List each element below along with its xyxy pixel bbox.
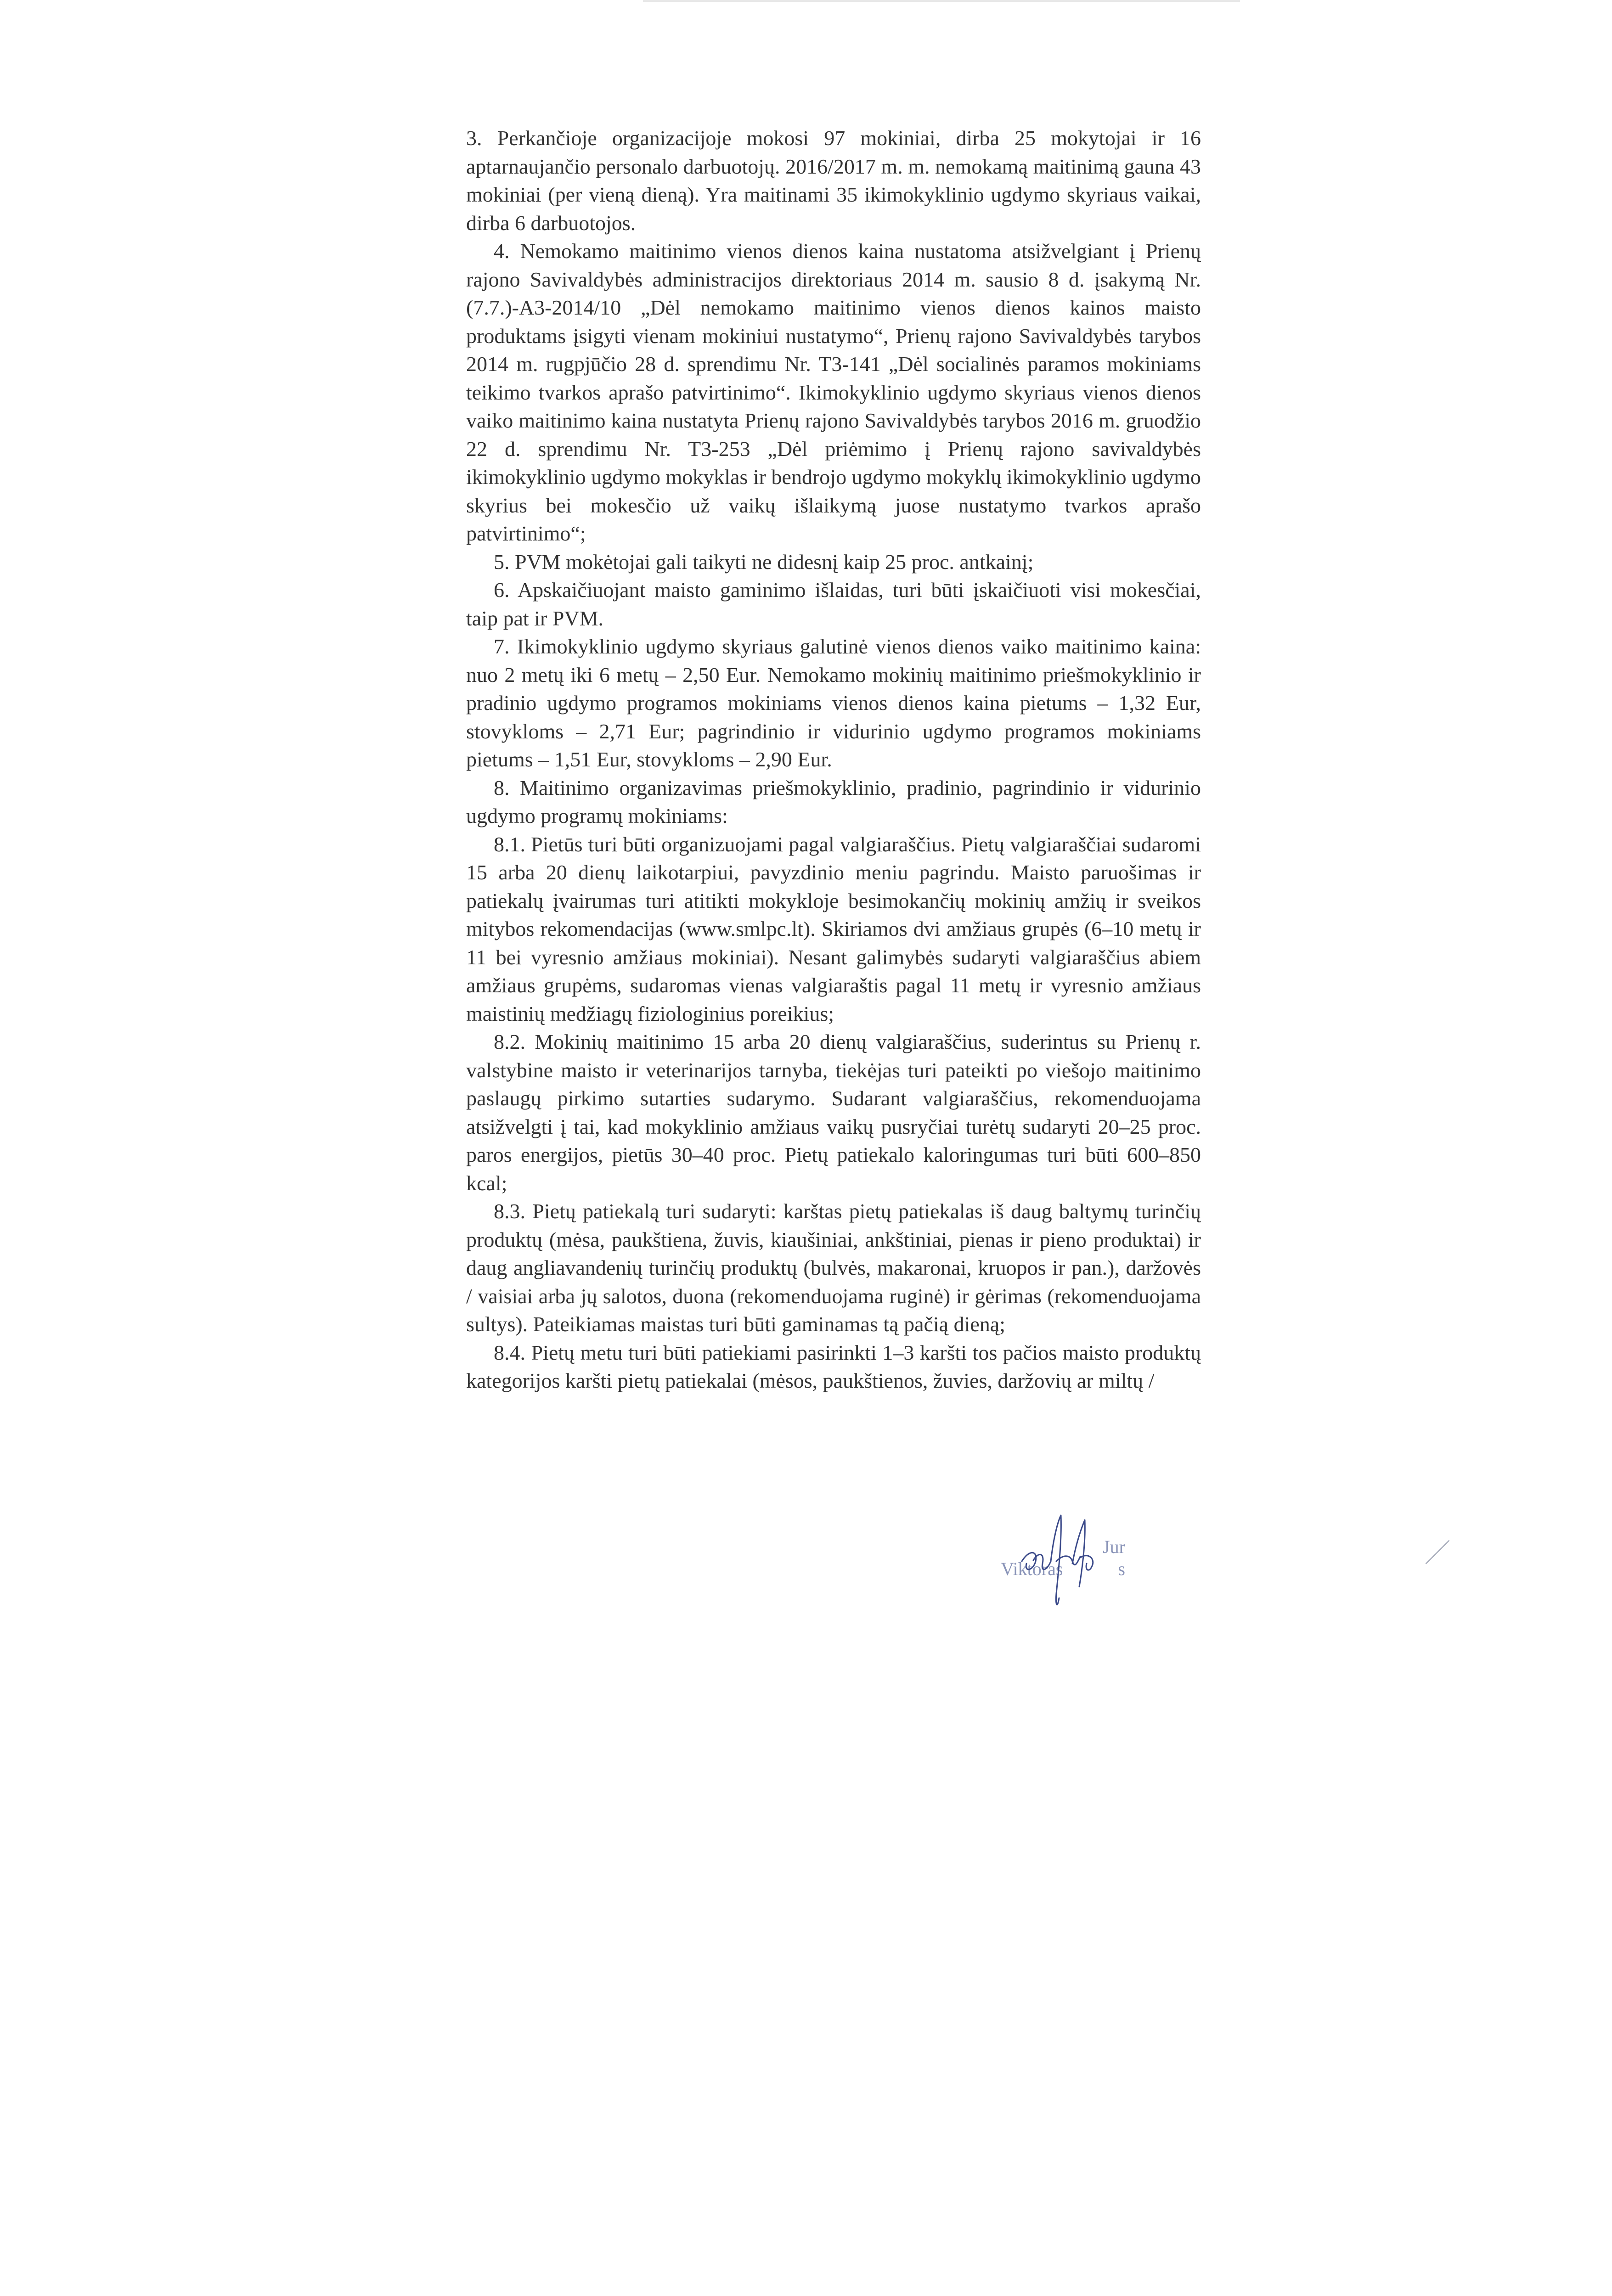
paragraph-4 <box>466 237 1201 548</box>
paragraph-text: 6. Apskaičiuojant maisto gaminimo išlaidas, turi būti įskaičiuoti visi mokesčiai, taip pat ir PVM. <box>466 578 1201 630</box>
paragraph-text: 8.4. Pietų metu turi būti patiekiami pasirinkti 1–3 karšti tos pačios maisto produktų kategorijos karšti pietų patiekalai (mėsos, paukštienos, žuvies, daržovių ar miltų / <box>466 1340 1201 1392</box>
paragraph-6 <box>466 576 1201 632</box>
paragraph-3 <box>466 124 1201 237</box>
document-body <box>466 124 1201 1395</box>
paragraph-text: 8.3. Pietų patiekalą turi sudaryti: karštas pietų patiekalas iš daug baltymų turinčių produktų (mėsa, paukštiena, žuvis, kiaušiniai, ankštiniai, pienas ir pieno produktai) ir daug angliavandenių turinčių produktų (bulvės, makaronai, kruopos ir pan.), daržovės / vaisiai arba jų salotos, duona (rekomenduojama ruginė) ir gėrimas (rekomenduojama sultys). Pateikiamas maistas turi būti gaminamas tą pačią dieną; <box>466 1199 1201 1336</box>
paragraph-text: 7. Ikimokyklinio ugdymo skyriaus galutinė vienos dienos vaiko maitinimo kaina: nuo 2 metų iki 6 metų – 2,50 Eur. Nemokamo mokinių maitinimo priešmokyklinio ir pradinio ugdymo programos mokiniams vienos dienos kaina pietums – 1,32 Eur, stovykloms – 2,71 Eur; pagrindinio ir vidurinio ugdymo programos mokiniams pietums – 1,51 Eur, stovykloms – 2,90 Eur. <box>466 635 1201 771</box>
paragraph-7 <box>466 632 1201 774</box>
pen-mark <box>1424 1538 1451 1566</box>
paragraph-5 <box>466 548 1201 576</box>
stamp-line-2-name: Viktoras <box>1001 1559 1063 1579</box>
paragraph-text: 4. Nemokamo maitinimo vienos dienos kaina nustatoma atsižvelgiant į Prienų rajono Savivaldybės administracijos direktoriaus 2014 m. sausio 8 d. įsakymą Nr.(7.7.)-A3-2014/10 „Dėl nemokamo maitinimo vienos dienos kainos maisto produktams įsigyti vienam mokiniui nustatymo“, Prienų rajono Savivaldybės tarybos 2014 m. rugpjūčio 28 d. sprendimu Nr. T3-141 „Dėl socialinės paramos mokiniams teikimo tvarkos aprašo patvirtinimo“. Ikimokyklinio ugdymo skyriaus vienos dienos vaiko maitinimo kaina nustatyta Prienų rajono Savivaldybės tarybos 2016 m. gruodžio 22 d. sprendimu Nr. T3-253 „Dėl priėmimo į Prienų rajono savivaldybės ikimokyklinio ugdymo mokyklas ir bendrojo ugdymo mokyklų ikimokyklinio ugdymo skyrius bei mokesčio už vaikų išlaikymą juose nustatymo tvarkos aprašo patvirtinimo“; <box>466 239 1201 545</box>
paragraph-8-2 <box>466 1028 1201 1197</box>
paragraph-8-3 <box>466 1197 1201 1339</box>
stamp-line-2-suffix: s <box>1118 1559 1125 1579</box>
paragraph-text: 3. Perkančioje organizacijoje mokosi 97 mokiniai, dirba 25 mokytojai ir 16 aptarnaujančio personalo darbuotojų. 2016/2017 m. m. nemokamą maitinimą gauna 43 mokiniai (per vieną dieną). Yra maitinami 35 ikimokyklinio ugdymo skyriaus vaikai, dirba 6 darbuotojos. <box>466 126 1201 235</box>
handwritten-signature <box>978 1506 1162 1621</box>
stamp-line-1: Jur <box>1103 1536 1125 1557</box>
paragraph-8-4 <box>466 1339 1201 1395</box>
paragraph-text: 5. PVM mokėtojai gali taikyti ne didesnį kaip 25 proc. antkainį; <box>494 550 1034 574</box>
scan-edge <box>643 0 1240 2</box>
paragraph-8 <box>466 774 1201 830</box>
paragraph-8-1 <box>466 830 1201 1028</box>
paragraph-text: 8. Maitinimo organizavimas priešmokyklinio, pradinio, pagrindinio ir vidurinio ugdymo programų mokiniams: <box>466 776 1201 827</box>
paragraph-text: 8.1. Pietūs turi būti organizuojami pagal valgiaraščius. Pietų valgiaraščiai sudaromi 15 arba 20 dienų laikotarpiui, pavyzdinio meniu pagrindu. Maisto paruošimas ir patiekalų įvairumas turi atitikti mokykloje besimokančių mokinių amžių ir sveikos mitybos rekomendacijas (www.smlpc.lt). Skiriamos dvi amžiaus grupės (6–10 metų ir 11 bei vyresnio amžiaus mokiniai). Nesant galimybės sudaryti valgiaraščius abiem amžiaus grupėms, sudaromas vienas valgiaraštis pagal 11 metų ir vyresnio amžiaus maistinių medžiagų fiziologinius poreikius; <box>466 832 1201 1025</box>
paragraph-text: 8.2. Mokinių maitinimo 15 arba 20 dienų valgiaraščius, suderintus su Prienų r. valstybine maisto ir veterinarijos tarnyba, tiekėjas turi pateikti po viešojo maitinimo paslaugų pirkimo sutarties sudarymo. Sudarant valgiaraščius, rekomenduojama atsižvelgti į tai, kad mokyklinio amžiaus vaikų pusryčiai turėtų sudaryti 20–25 proc. paros energijos, pietūs 30–40 proc. Pietų patiekalo kaloringumas turi būti 600–850 kcal; <box>466 1030 1201 1195</box>
